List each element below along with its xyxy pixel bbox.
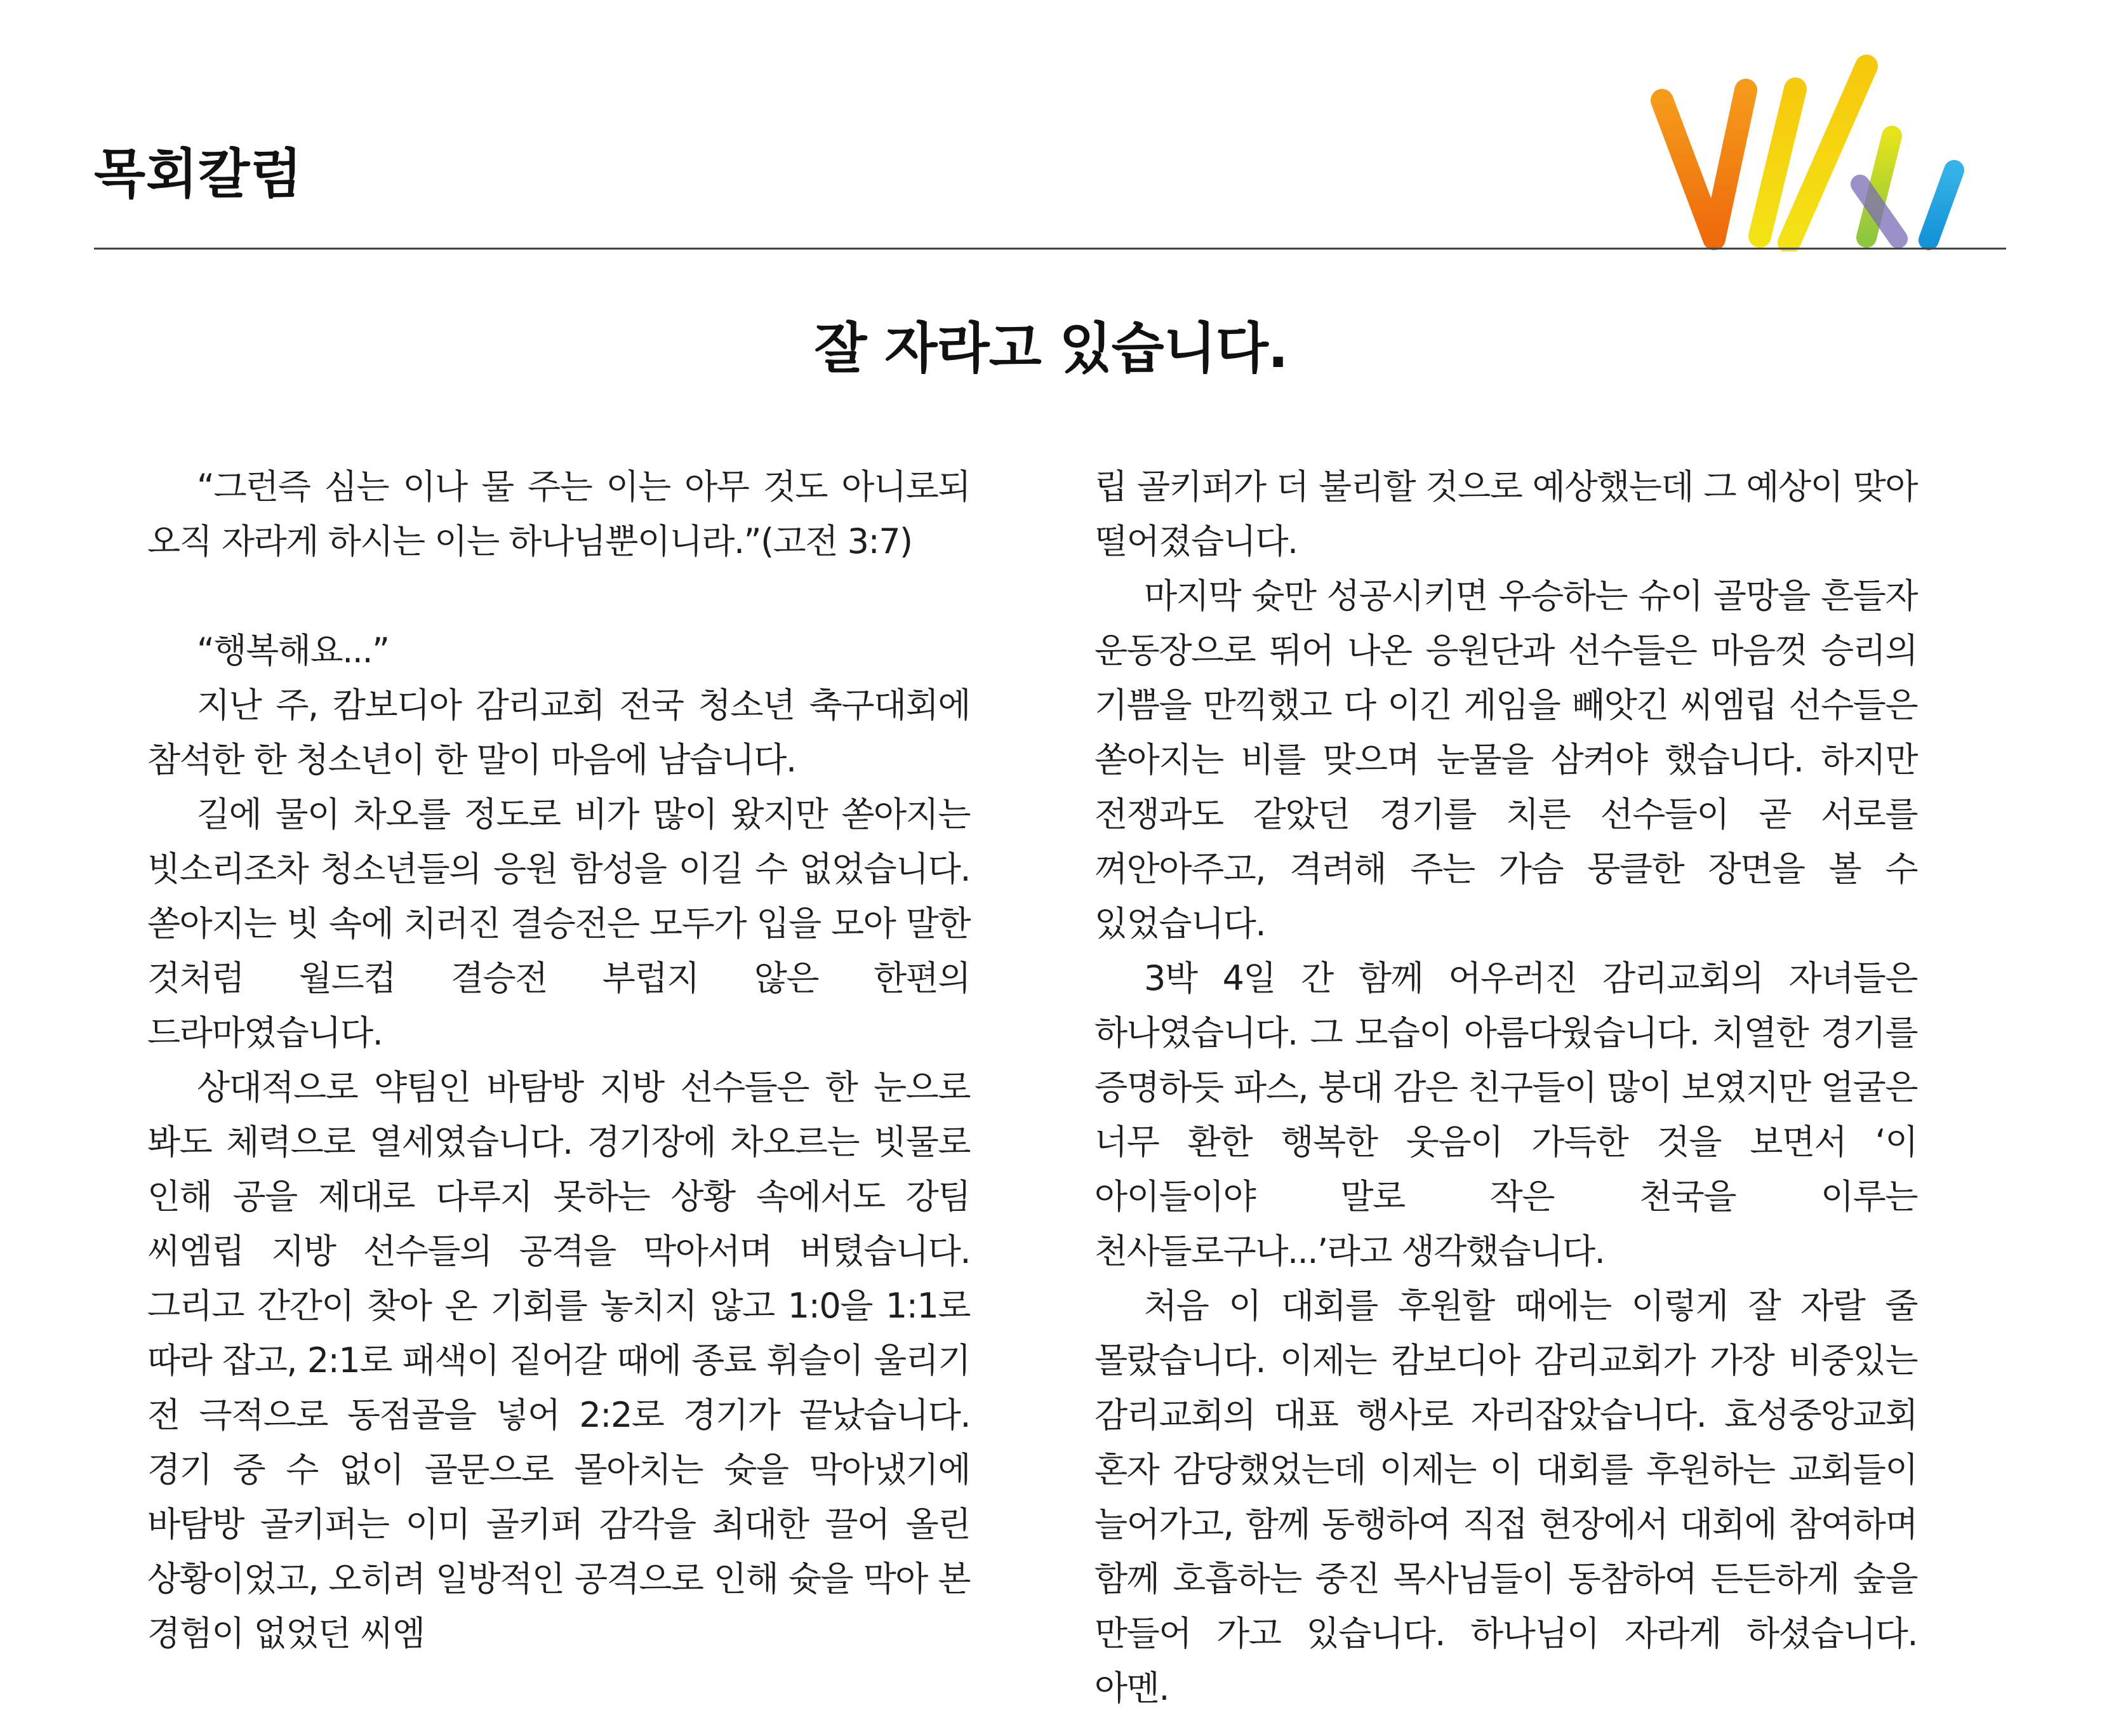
paragraph: 지난 주, 캄보디아 감리교회 전국 청소년 축구대회에 참석한 한 청소년이 한 말이 마음에 남습니다. [147,685,970,780]
article-title: 잘 자라고 있습니다. [814,317,1288,380]
church-logo-icon [1651,51,1968,251]
paragraph-continued: 립 골키퍼가 더 불리할 것으로 예상했는데 그 예상이 맞아 떨어졌습니다. [1094,467,1917,561]
paragraph: 상대적으로 약팀인 바탐방 지방 선수들은 한 눈으로 봐도 체력으로 열세였습니다. 경기장에 차오르는 빗물로 인해 공을 제대로 다루지 못하는 상황 속에서도 강팀 씨엠립 지방 선수들의 공격을 막아서며 버텼습니다. 그리고 간간이 찾아 온 기회를 놓치지 않고 1:0을 1:1로 따라 잡고, 2:1로 패색이 짙어갈 때에 종료 휘슬이 울리기 전 극적으로 동점골을 넣어 2:2로 경기가 끝났습니다. 경기 중 수 없이 골문으로 몰아치는 슛을 막아냈기에 바탐방 골키퍼는 이미 골키퍼 감각을 최대한 끌어 올린 상황이었고, 오히려 일방적인 공격으로 인해 슛을 막아 본 경험이 없었던 씨엠 [147,1067,970,1653]
paragraph: “행복해요...” [197,631,389,671]
paragraph: 처음 이 대회를 후원할 때에는 이렇게 잘 자랄 줄 몰랐습니다. 이제는 캄보디아 감리교회가 가장 비중있는 감리교회의 대표 행사로 자리잡았습니다. 효성중앙교회 혼자 감당했었는데 이제는 이 대회를 후원하는 교회들이 늘어가고, 함께 동행하여 직접 현장에서 대회에 참여하며 함께 호흡하는 중진 목사님들이 동참하여 든든하게 숲을 만들어 가고 있습니다. 하나님이 자라게 하셨습니다. 아멘. [1094,1286,1917,1708]
header-divider [94,248,2006,250]
scripture-quote: “그런즉 심는 이나 물 주는 이는 아무 것도 아니로되 오직 자라게 하시는 이는 하나님뿐이니라.”(고전 3:7) [147,467,970,561]
article-left-column [147,460,970,1661]
paragraph: 길에 물이 차오를 정도로 비가 많이 왔지만 쏟아지는 빗소리조차 청소년들의 응원 함성을 이길 수 없었습니다. 쏟아지는 빗 속에 치러진 결승전은 모두가 입을 모아 말한 것처럼 월드컵 결승전 부럽지 않은 한편의 드라마였습니다. [147,794,970,1053]
article-right-column [1094,460,1917,1716]
paragraph: 마지막 슛만 성공시키면 우승하는 슈이 골망을 흔들자 운동장으로 뛰어 나온 응원단과 선수들은 마음껏 승리의 기쁨을 만끽했고 다 이긴 게임을 빼앗긴 씨엠립 선수들은 쏟아지는 비를 맞으며 눈물을 삼켜야 했습니다. 하지만 전쟁과도 같았던 경기를 치른 선수들이 곧 서로를 껴안아주고, 격려해 주는 가슴 뭉클한 장면을 볼 수 있었습니다. [1094,576,1917,944]
paragraph: 3박 4일 간 함께 어우러진 감리교회의 자녀들은 하나였습니다. 그 모습이 아름다웠습니다. 치열한 경기를 증명하듯 파스, 붕대 감은 친구들이 많이 보였지만 얼굴은 너무 환한 행복한 웃음이 가득한 것을 보면서 ‘이 아이들이야 말로 작은 천국을 이루는 천사들로구나...’라고 생각했습니다. [1094,958,1917,1271]
section-title: 목회칼럼 [94,143,303,205]
